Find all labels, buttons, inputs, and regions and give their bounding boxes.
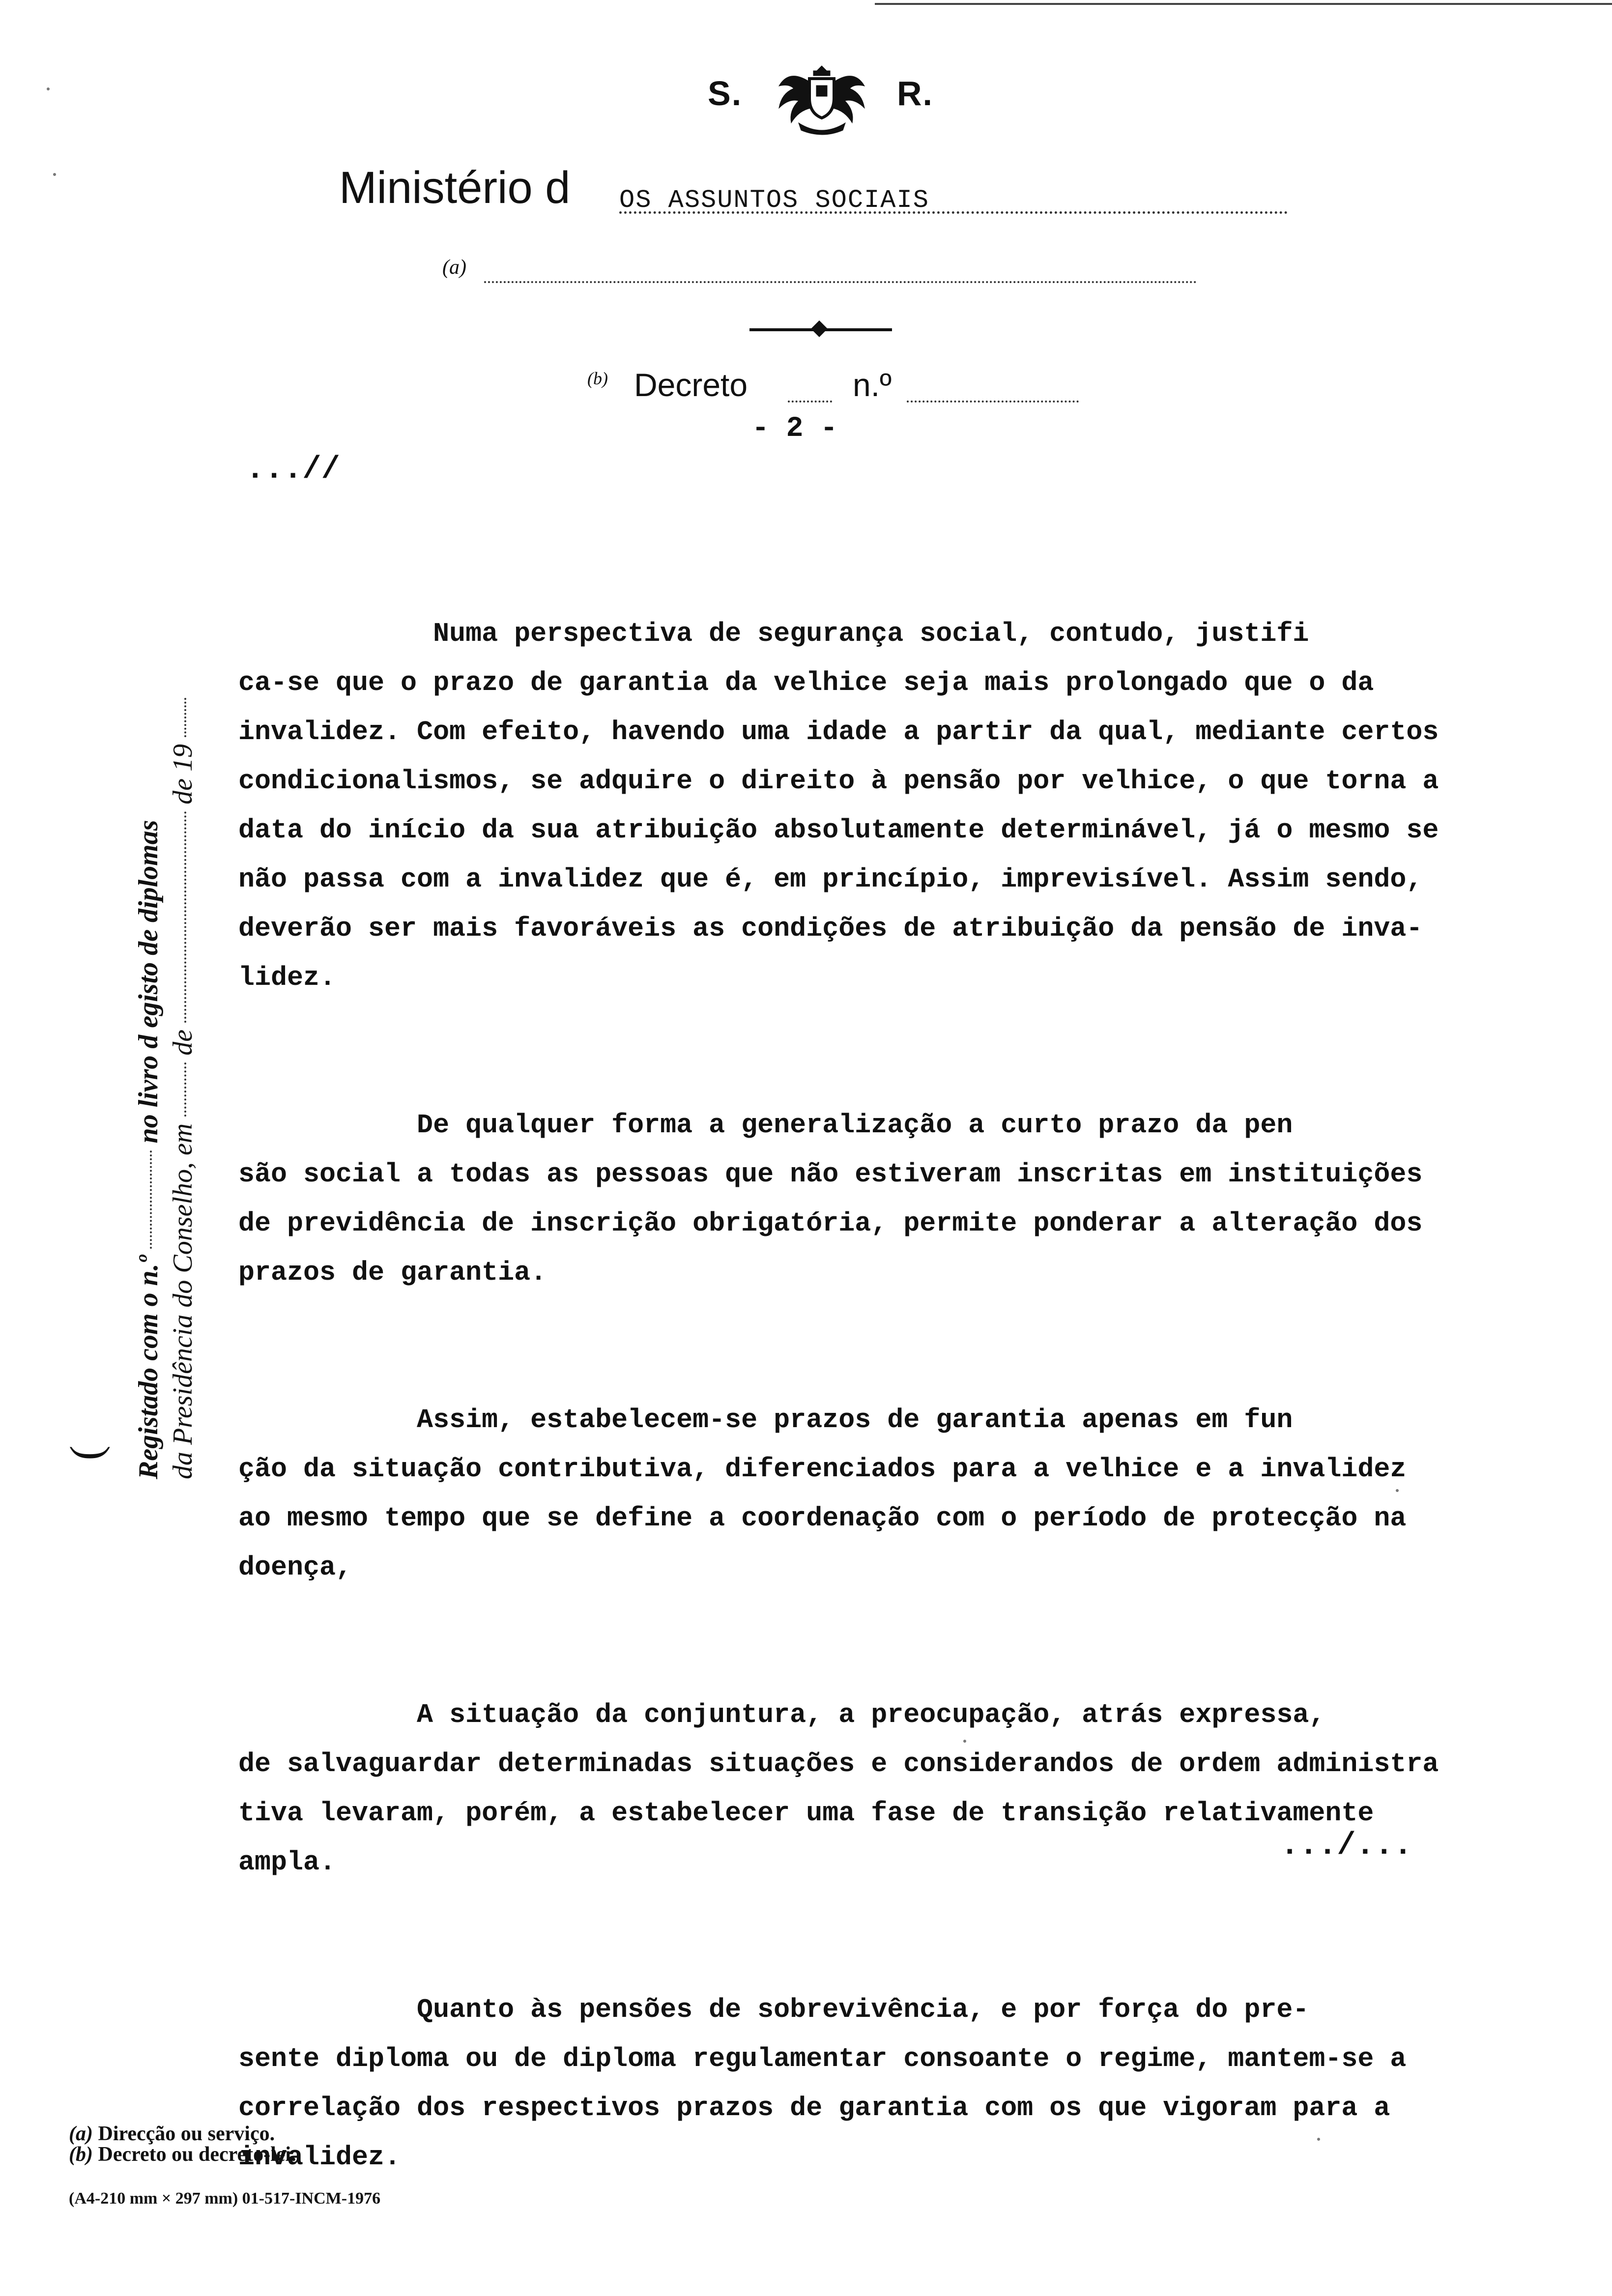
footnote-b bbox=[69, 2143, 296, 2166]
paragraph-5: Quanto às pensões de sobrevivência, e por força do pre- sente diploma ou de diploma regulamentar consoante o regime, mantem-se a correlação dos respectivos prazos de garantia com os que vigoram para a invalidez. bbox=[238, 1994, 1407, 2173]
decree-marker: (b) bbox=[587, 369, 608, 388]
decree-line bbox=[587, 366, 1079, 410]
ministry-dotted-line bbox=[619, 211, 1288, 214]
scan-speck bbox=[53, 173, 56, 176]
margin-presidency-label: da Presidência do Conselho, em bbox=[168, 1123, 198, 1479]
continuation-mark-bottom: .../... bbox=[1280, 1828, 1412, 1864]
margin-registered-label: Registado com o n.º bbox=[133, 1255, 164, 1479]
scan-speck bbox=[47, 87, 50, 90]
margin-year-dotted-line bbox=[184, 698, 186, 737]
diamond-ornament-icon bbox=[811, 320, 828, 337]
service-field-dotted-line bbox=[484, 281, 1197, 283]
margin-year-label: de 19 bbox=[168, 744, 198, 804]
ministry-prefix: Ministério d bbox=[339, 163, 571, 213]
margin-of-label: de bbox=[168, 1029, 198, 1056]
margin-day-dotted-line bbox=[184, 1062, 186, 1117]
paragraph-2: De qualquer forma a generalização a curto prazo da pen são social a todas as pessoas que não estiveram inscritas em instituições de previdência de inscrição obrigatória, permite ponderar a alteração dos prazos de garantia. bbox=[238, 1110, 1423, 1288]
footnote-a bbox=[69, 2122, 275, 2146]
scan-speck bbox=[963, 1740, 966, 1743]
continuation-mark-top: ...// bbox=[246, 452, 341, 488]
header-left-letter: S. bbox=[708, 74, 743, 113]
scan-speck bbox=[1317, 2138, 1320, 2141]
margin-book-label: no livro d bbox=[133, 1034, 164, 1144]
margin-registry-line-2 bbox=[167, 698, 199, 1479]
ministry-line bbox=[339, 162, 1288, 221]
paragraph-3: Assim, estabelecem-se prazos de garantia apenas em fun ção da situação contributiva, diferenciados para a velhice e a invalidez ao mesmo tempo que se define a coordenação com o período de protecção na doença, bbox=[238, 1405, 1407, 1583]
paragraph-1: Numa perspectiva de segurança social, contudo, justifi ca-se que o prazo de garantia da velhice seja mais prolongado que o da invalidez. Com efeito, havendo uma idade a partir da qual, mediante certos condicionalismos, se adquire o direito à pensão por velhice, o que torna a data do início da sua atribuição absolutamente determinável, já o mesmo se não passa com a invalidez que é, em princípio, imprevisível. Assim sendo, deverão ser mais favoráveis as condições de atribuição da pensão de inva- lidez. bbox=[238, 618, 1439, 993]
decree-label: Decreto bbox=[634, 367, 748, 403]
paragraph-4: A situação da conjuntura, a preocupação, atrás expressa, de salvaguardar determinadas situações e considerandos de ordem administra tiva levaram, porém, a estabelecer uma fase de transição relativamente ampla. bbox=[238, 1699, 1439, 1878]
form-code: (A4-210 mm × 297 mm) 01-517-INCM-1976 bbox=[69, 2189, 381, 2208]
scan-speck bbox=[1396, 1489, 1399, 1492]
top-edge-line bbox=[875, 3, 1612, 5]
header-right-letter: R. bbox=[897, 74, 933, 113]
margin-number-dotted-line bbox=[150, 1150, 152, 1249]
decree-number-label: n.º bbox=[853, 367, 892, 403]
decree-type-dotted-line bbox=[788, 401, 832, 402]
footnote-a-letter: (a) bbox=[69, 2123, 93, 2145]
margin-registry-line-1 bbox=[133, 820, 164, 1479]
footnote-a-text: Direcção ou serviço. bbox=[98, 2123, 275, 2145]
coat-of-arms-emblem-icon bbox=[774, 64, 870, 135]
document-body bbox=[238, 511, 1477, 2231]
service-field-label: (a) bbox=[442, 256, 466, 279]
page-number: - 2 - bbox=[752, 413, 838, 445]
decree-number-dotted-line bbox=[907, 401, 1079, 402]
footnote-b-letter: (b) bbox=[69, 2143, 93, 2166]
margin-month-dotted-line bbox=[184, 811, 186, 1023]
margin-diplomas-label: egisto de diplomas bbox=[133, 820, 164, 1028]
margin-bracket-icon: ( bbox=[61, 1445, 111, 1461]
ministry-name-field: OS ASSUNTOS SOCIAIS bbox=[619, 186, 929, 215]
footnote-b-text: Decreto ou decreto-lei. bbox=[98, 2143, 296, 2166]
